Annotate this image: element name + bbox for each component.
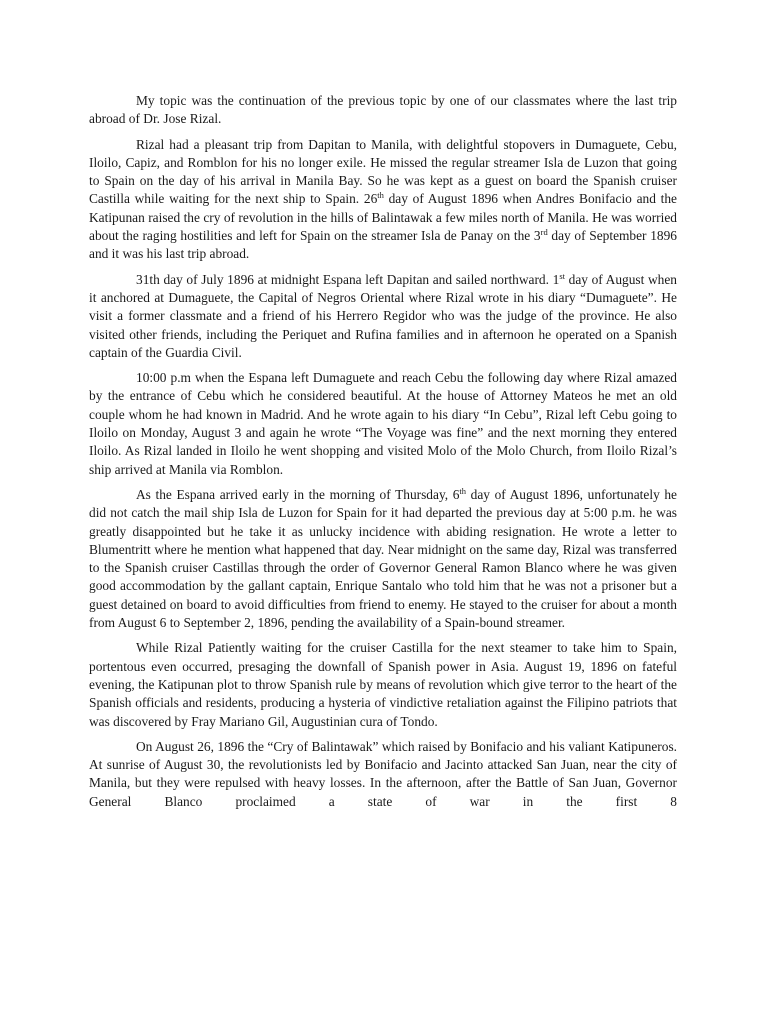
ordinal-superscript: th xyxy=(459,485,467,496)
text-segment: day of August when it anchored at Dumaguete, the Capital of Negros Oriental where Rizal wrote in his diary “Dumaguete”. He visit a former classmate and a friend of his Herrero Regidor who was the judge of the province. He also visited other friends, including the Periquet and Rufina families and in afternoon he operated on a Spanish captain of the Guardia Civil. xyxy=(89,271,677,360)
text-segment: On August 26, 1896 the “Cry of Balintawak” which raised by Bonifacio and his valiant Katipuneros. At sunrise of August 30, the revolutionists led by Bonifacio and Jacinto attacked San Juan, near the city of Manila, but they were repulsed with heavy losses. In the afternoon, after the Battle of San Juan, Governor General Blanco proclaimed a state of war in the first 8 xyxy=(89,738,677,809)
text-segment: day of August 1896 when Andres Bonifacio and the Katipunan raised the cry of revolution in the hills of Balintawak a few miles north of Manila. He was worried about the raging hostilities and left for Spain on the streamer Isla de Panay on the 3 xyxy=(89,191,677,244)
text-segment: My topic was the continuation of the previous topic by one of our classmates where the last trip abroad of Dr. Jose Rizal. xyxy=(89,93,677,127)
ordinal-superscript: rd xyxy=(540,227,548,238)
paragraph-p4 xyxy=(89,369,677,479)
ordinal-superscript: st xyxy=(559,270,565,281)
paragraph-p3 xyxy=(89,271,677,362)
ordinal-superscript: th xyxy=(377,190,384,201)
paragraph-p2 xyxy=(89,136,677,264)
document-body xyxy=(89,92,677,818)
paragraph-p6 xyxy=(89,639,677,730)
paragraph-p1 xyxy=(89,92,677,129)
text-segment: 31th day of July 1896 at midnight Espana left Dapitan and sailed northward. 1 xyxy=(136,271,560,287)
paragraph-p7 xyxy=(89,738,677,811)
text-segment: day of August 1896, unfortunately he did not catch the mail ship Isla de Luzon for Spain for it had departed the previous day at 5:00 p.m. he was greatly disappointed but he take it as unlucky incidence with abiding resignation. He wrote a letter to Blumentritt where he mention what happened that day. Near midnight on the same day, Rizal was transferred to the Spanish cruiser Castillas through the order of Governor General Ramon Blanco where he was given good accommodation by the gallant captain, Enrique Santalo who told him that he was not a prisoner but a guest detained on board to avoid difficulties from friend to enemy. He stayed to the cruiser for about a month from August 6 to September 2, 1896, pending the availability of a Spain-bound streamer. xyxy=(89,486,677,631)
paragraph-p5 xyxy=(89,486,677,632)
text-segment: day of September 1896 and it was his last trip abroad. xyxy=(89,228,677,262)
text-segment: While Rizal Patiently waiting for the cruiser Castilla for the next steamer to take him to Spain, portentous even occurred, presaging the downfall of Spanish power in Asia. August 19, 1896 on fateful evening, the Katipunan plot to throw Spanish rule by means of revolution which give terror to the heart of the Spanish officials and residents, producing a hysteria of vindictive retaliation against the Filipino patriots that was discovered by Fray Mariano Gil, Augustinian cura of Tondo. xyxy=(89,640,677,729)
text-segment: As the Espana arrived early in the morning of Thursday, 6 xyxy=(136,486,460,502)
text-segment: 10:00 p.m when the Espana left Dumaguete and reach Cebu the following day where Rizal amazed by the entrance of Cebu which he considered beautiful. At the house of Attorney Mateos he met an old couple whom he had known in Madrid. And he wrote again to his diary “In Cebu”, Rizal left Cebu going to Iloilo on Monday, August 3 and again he wrote “The Voyage was fine” and the next morning they entered Iloilo. As Rizal landed in Iloilo he went shopping and visited Molo of the Molo Church, from Iloilo Rizal’s ship arrived at Manila via Romblon. xyxy=(89,370,677,477)
text-segment: Rizal had a pleasant trip from Dapitan to Manila, with delightful stopovers in Dumaguete, Cebu, Iloilo, Capiz, and Romblon for his no longer exile. He missed the regular streamer Isla de Luzon that going to Spain on the day of his arrival in Manila Bay. So he was kept as a guest on board the Spanish cruiser Castilla while waiting for the next ship to Spain. 26 xyxy=(89,136,677,207)
